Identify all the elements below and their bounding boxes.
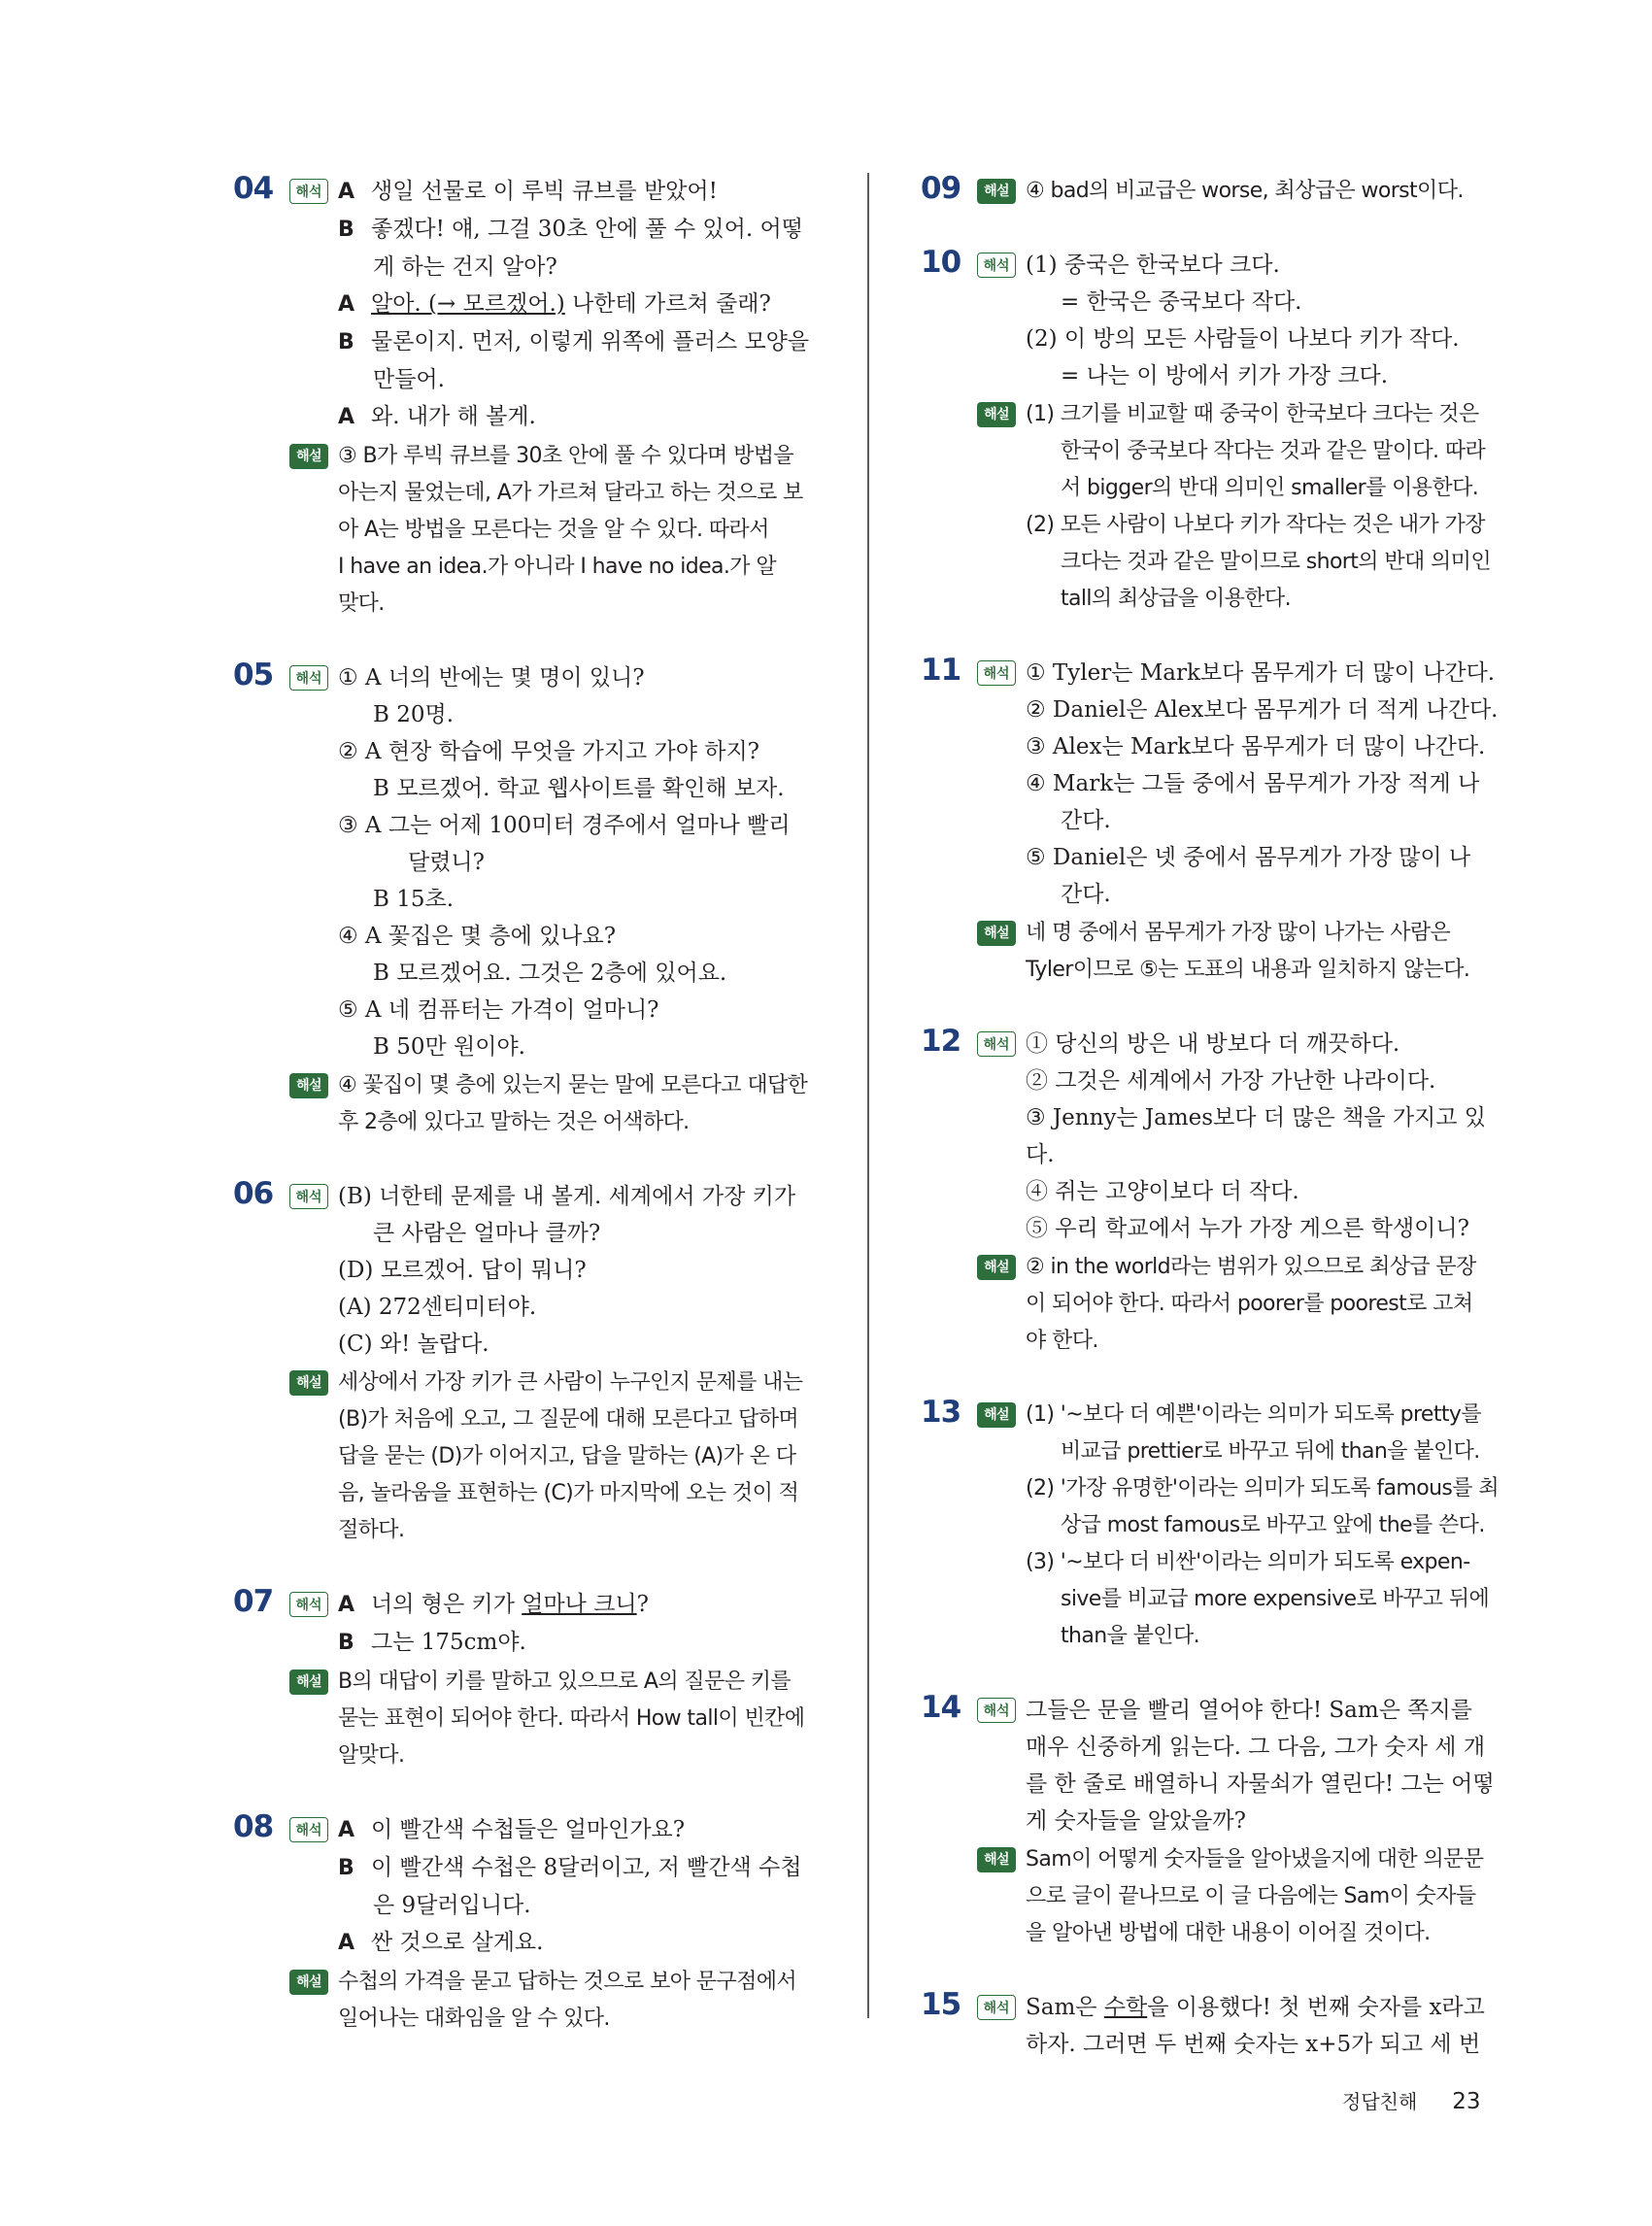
question-08 — [233, 1811, 816, 2038]
question-number: 14 — [921, 1690, 961, 1725]
explanation-block: 해설 세상에서 가장 키가 큰 사람이 누구인지 문제를 내는 (B)가 처음에 오고, 그 질문에 대해 모른다고 답하며 답을 묻는 (D)가 이어지고, 답을 말하는 (A)가 온 다 음, 놀라움을 표현하는 (C)가 마지막에 오는 것이 적 절하다. — [338, 1365, 816, 1549]
explanation-badge: 해설 — [977, 1402, 1016, 1428]
question-number: 10 — [921, 245, 961, 280]
explanation-badge: 해설 — [977, 179, 1016, 204]
dialogue-line: 나한테 가르쳐 줄래? — [564, 291, 771, 317]
left-column — [233, 173, 816, 2074]
explanation-block: 해설 (1) 크기를 비교할 때 중국이 한국보다 크다는 것은 한국이 중국보다 작다는 것과 같은 말이다. 따라 서 bigger의 반대 의미인 smaller를 이용한다. (2) 모든 사람이 나보다 키가 작다는 것은 내가 가장 크다는 것과 같은 말이므로 short의 반대 의미인 tall의 최상급을 이용한다. — [1026, 396, 1500, 618]
question-number: 05 — [233, 658, 274, 692]
explanation-badge: 해설 — [289, 1370, 328, 1396]
question-09 — [921, 173, 1500, 210]
translation-badge: 해석 — [289, 1817, 328, 1842]
translation-block: 해석 A 너의 형은 키가 얼마나 크니? B 그는 175cm야. — [338, 1586, 816, 1662]
footer-label: 정답친해 — [1342, 2090, 1418, 2113]
dialogue-line: 와. 내가 해 볼게. — [371, 404, 536, 429]
translation-badge: 해석 — [977, 660, 1016, 686]
question-04 — [233, 173, 816, 623]
question-11 — [921, 655, 1500, 989]
explanation-block: 해설 B의 대답이 키를 말하고 있으므로 A의 질문은 키를 묻는 표현이 되어야 한다. 따라서 How tall이 빈칸에 알맞다. — [338, 1664, 816, 1774]
translation-badge: 해석 — [977, 1031, 1016, 1057]
column-divider — [867, 173, 869, 2018]
translation-block: 해석 그들은 문을 빨리 열어야 한다! Sam은 쪽지를 매우 신중하게 읽는다. 그 다음, 그가 숫자 세 개 를 한 줄로 배열하니 자물쇠가 열린다! 그는 어떻 게 숫자들을 알았을까? — [1026, 1692, 1500, 1839]
translation-block: 해석 Sam은 수학을 이용했다! 첫 번째 숫자를 x라고 하자. 그러면 두 번째 숫자는 x+5가 되고 세 번 — [1026, 1989, 1500, 2063]
explanation-badge: 해설 — [977, 1847, 1016, 1872]
explanation-badge: 해설 — [289, 1073, 328, 1098]
translation-block: 해석 ① Tyler는 Mark보다 몸무게가 더 많이 나간다. ② Daniel은 Alex보다 몸무게가 더 적게 나간다. ③ Alex는 Mark보다 몸무게가 더 많이 나간다. ④ Mark는 그들 중에서 몸무게가 가장 적게 나 간다. ⑤ Daniel은 넷 중에서 몸무게가 가장 많이 나 간다. — [1026, 655, 1500, 913]
translation-badge: 해석 — [977, 253, 1016, 278]
explanation-block: 해설 수첩의 가격을 묻고 답하는 것으로 보아 문구점에서 일어나는 대화임을 알 수 있다. — [338, 1964, 816, 2038]
explanation-block: 해설 ② in the world라는 범위가 있으므로 최상급 문장 이 되어야 한다. 따라서 poorer를 poorest로 고쳐 야 한다. — [1026, 1249, 1500, 1360]
explanation-badge: 해설 — [977, 402, 1016, 427]
translation-badge: 해석 — [289, 1592, 328, 1617]
question-number: 13 — [921, 1395, 961, 1430]
translation-block: 해석 A 이 빨간색 수첩들은 얼마인가요? B 이 빨간색 수첩은 8달러이고, 저 빨간색 수첩 은 9달러입니다. A 싼 것으로 살게요. — [338, 1811, 816, 1962]
dialogue-line: 게 하는 건지 알아? — [373, 254, 557, 280]
question-number: 08 — [233, 1809, 274, 1844]
explanation-block: 해설 (1) '~보다 더 예쁜'이라는 의미가 되도록 pretty를 비교급 prettier로 바꾸고 뒤에 than을 붙인다. (2) '가장 유명한'이라는 의미가 되도록 famous를 최 상급 most famous로 바꾸고 앞에 the를 쓴다. (3) '~보다 더 비싼'이라는 의미가 되도록 expen- sive를 비교급 more expensive로 바꾸고 뒤에 than을 붙인다. — [1026, 1397, 1500, 1655]
translation-block: 해석 ① A 너의 반에는 몇 명이 있니? B 20명. ② A 현장 학습에 무엇을 가지고 가야 하지? B 모르겠어. 학교 웹사이트를 확인해 보자. ③ A 그는 어제 100미터 경주에서 얼마나 빨리 달렸니? B 15초. ④ A 꽃집은 몇 층에 있나요? B 모르겠어요. 그것은 2층에 있어요. ⑤ A 네 컴퓨터는 가격이 얼마니? B 50만 원이야. — [338, 659, 816, 1065]
question-12 — [921, 1026, 1500, 1360]
translation-block: 해석 A 생일 선물로 이 루빅 큐브를 받았어! B 좋겠다! 얘, 그걸 30초 안에 풀 수 있어. 어떻 게 하는 건지 알아? A 알아. (→ 모르겠어.) 나한테 가르쳐 줄래? B 물론이지. 먼저, 이렇게 위쪽에 플러스 모양을 만들어. A 와. 내가 해 볼게. — [338, 173, 816, 436]
question-15 — [921, 1989, 1500, 2063]
translation-badge: 해석 — [289, 665, 328, 691]
explanation-badge: 해설 — [977, 1255, 1016, 1280]
dialogue-line: 생일 선물로 이 루빅 큐브를 받았어! — [371, 179, 718, 204]
question-number: 04 — [233, 171, 274, 206]
question-10 — [921, 247, 1500, 618]
translation-badge: 해석 — [289, 1184, 328, 1209]
explanation-block: 해설 Sam이 어떻게 숫자들을 알아냈을지에 대한 의문문 으로 글이 끝나므로 이 글 다음에는 Sam이 숫자들 을 알아낸 방법에 대한 내용이 이어질 것이다. — [1026, 1841, 1500, 1952]
question-05 — [233, 659, 816, 1141]
corrected-phrase: 알아. (→ 모르겠어.) — [371, 291, 565, 317]
question-number: 09 — [921, 171, 961, 206]
question-number: 11 — [921, 653, 961, 688]
explanation-badge: 해설 — [289, 1670, 328, 1695]
dialogue-line: 좋겠다! 얘, 그걸 30초 안에 풀 수 있어. 어떻 — [371, 217, 803, 242]
question-number: 12 — [921, 1024, 961, 1059]
question-number: 15 — [921, 1987, 961, 2022]
translation-badge: 해석 — [977, 1995, 1016, 2020]
question-06 — [233, 1178, 816, 1549]
question-07 — [233, 1586, 816, 1774]
explanation-block: 해설 ③ B가 루빅 큐브를 30초 안에 풀 수 있다며 방법을 아는지 물었는데, A가 가르쳐 달라고 하는 것으로 보 아 A는 방법을 모른다는 것을 알 수 있다. 따라서 I have an idea.가 아니라 I have no idea.가 알 맞다. — [338, 438, 816, 623]
question-13 — [921, 1397, 1500, 1655]
explanation-badge: 해설 — [289, 1970, 328, 1995]
page-footer — [1342, 2086, 1481, 2114]
explanation-badge: 해설 — [289, 444, 328, 469]
explanation-block: 해설 네 명 중에서 몸무게가 가장 많이 나가는 사람은 Tyler이므로 ⑤는 도표의 내용과 일치하지 않는다. — [1026, 915, 1500, 989]
translation-block: 해석 (B) 너한테 문제를 내 볼게. 세계에서 가장 키가 큰 사람은 얼마나 클까? (D) 모르겠어. 답이 뭐니? (A) 272센티미터야. (C) 와! 놀랍다. — [338, 1178, 816, 1363]
answer-underline: 얼마나 크니 — [522, 1592, 637, 1617]
right-column — [921, 173, 1500, 2100]
translation-block: 해석 ① 당신의 방은 내 방보다 더 깨끗하다. ② 그것은 세계에서 가장 가난한 나라이다. ③ Jenny는 James보다 더 많은 책을 가지고 있다. ④ 쥐는 고양이보다 더 작다. ⑤ 우리 학교에서 누가 가장 게으른 학생이니? — [1026, 1026, 1500, 1247]
question-number: 07 — [233, 1584, 274, 1619]
dialogue-line: 만들어. — [373, 367, 445, 392]
dialogue-line: 물론이지. 먼저, 이렇게 위쪽에 플러스 모양을 — [371, 329, 810, 354]
page-number: 23 — [1452, 2089, 1481, 2114]
explanation-block: 해설 ④ 꽃집이 몇 층에 있는지 묻는 말에 모른다고 대답한 후 2층에 있다고 말하는 것은 어색하다. — [338, 1067, 816, 1141]
translation-badge: 해석 — [977, 1698, 1016, 1723]
explanation-block: 해설 ④ bad의 비교급은 worse, 최상급은 worst이다. — [1026, 173, 1500, 210]
translation-badge: 해석 — [289, 179, 328, 204]
question-number: 06 — [233, 1176, 274, 1211]
translation-block: 해석 (1) 중국은 한국보다 크다. = 한국은 중국보다 작다. (2) 이 방의 모든 사람들이 나보다 키가 작다. = 나는 이 방에서 키가 가장 크다. — [1026, 247, 1500, 394]
explanation-badge: 해설 — [977, 921, 1016, 946]
question-14 — [921, 1692, 1500, 1952]
answer-underline: 수학 — [1103, 1995, 1148, 2020]
